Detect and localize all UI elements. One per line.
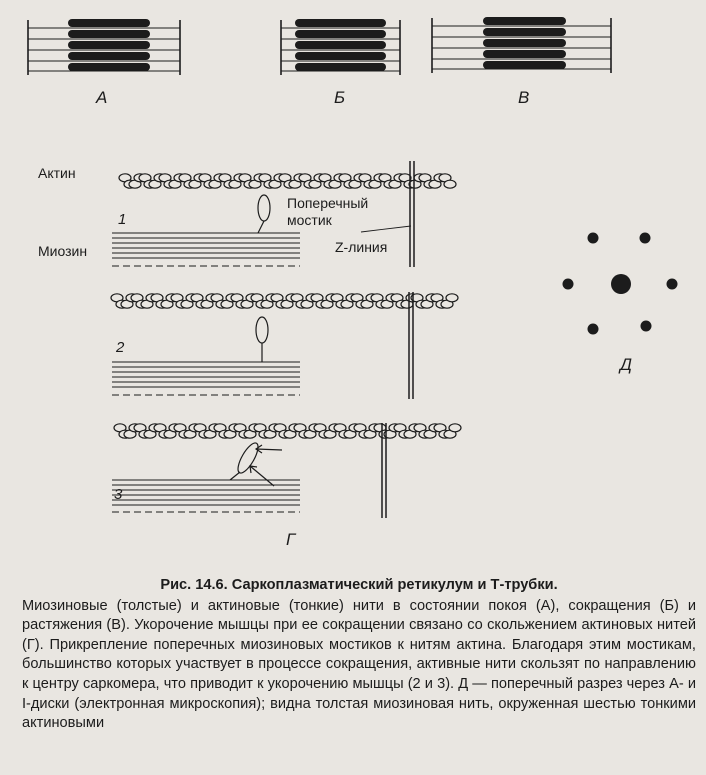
actin-filament: [111, 294, 458, 308]
myosin-filament: [112, 233, 300, 266]
z-line-label: Z-линия: [335, 239, 388, 255]
actin-filament: [114, 424, 461, 438]
panel-label-v: В: [518, 88, 530, 107]
cross-bridge-label-line1: Поперечный: [287, 195, 369, 211]
stage-1-label: 1: [118, 211, 127, 228]
cross-bridge: [256, 317, 268, 362]
cross-bridge: [258, 195, 270, 233]
sliding-filaments-stage-3: [112, 423, 461, 518]
cross-section-diagram: [563, 233, 678, 335]
sarcomere-diagram-b: [281, 20, 400, 75]
sliding-filaments-stage-2: [111, 292, 458, 399]
sarcomere-diagram-v: [432, 18, 611, 73]
myosin-label: Миозин: [38, 243, 88, 259]
caption-body: Миозиновые (толстые) и актиновые (тонкие) нити в состоянии покоя (А), сокращения (Б) и растяжения (В). Укорочение мышцы при ее сокращении связано со скольжением актиновых нитей (Г). Прикрепление поперечных миозиновых мостиков к нитям актина. Благодаря этим мостикам, большинство которых участвует в процессе сокращения, активные нити скользят по направлению к центру саркомера, что приводит к укорочению мышцы (2 и 3). Д — поперечный разрез через А- и I-диски (электронная микроскопия); видна толстая миозиновая нить, окруженная шестью тонкими актиновыми: [22, 597, 696, 732]
actin-filament-section: [563, 279, 574, 290]
myosin-filament: [112, 362, 300, 395]
cross-bridge: [230, 440, 262, 480]
panel-label-g: Г: [286, 530, 296, 549]
cross-bridge-label-line2: мостик: [287, 212, 332, 228]
myosin-filament-section: [611, 274, 631, 294]
panel-label-b: Б: [334, 88, 346, 107]
sarcomere-diagram-a: [28, 20, 180, 75]
actin-filament: [119, 174, 456, 188]
sliding-filaments-stage-1: [112, 161, 456, 267]
actin-filament-section: [640, 233, 651, 244]
actin-filament-section: [667, 279, 678, 290]
panel-label-a: А: [96, 88, 108, 107]
panel-label-d: Д: [620, 355, 632, 374]
caption-title: Рис. 14.6. Саркоплазматический ретикулум и Т-трубки.: [160, 577, 558, 593]
z-line-pointer: [361, 226, 411, 232]
actin-filament-section: [588, 324, 599, 335]
actin-filament-section: [588, 233, 599, 244]
actin-label: Актин: [38, 165, 76, 181]
stage-3-label: 3: [114, 486, 123, 503]
actin-filament-section: [641, 321, 652, 332]
stage-2-label: 2: [116, 339, 125, 356]
figure-caption: [22, 576, 696, 734]
